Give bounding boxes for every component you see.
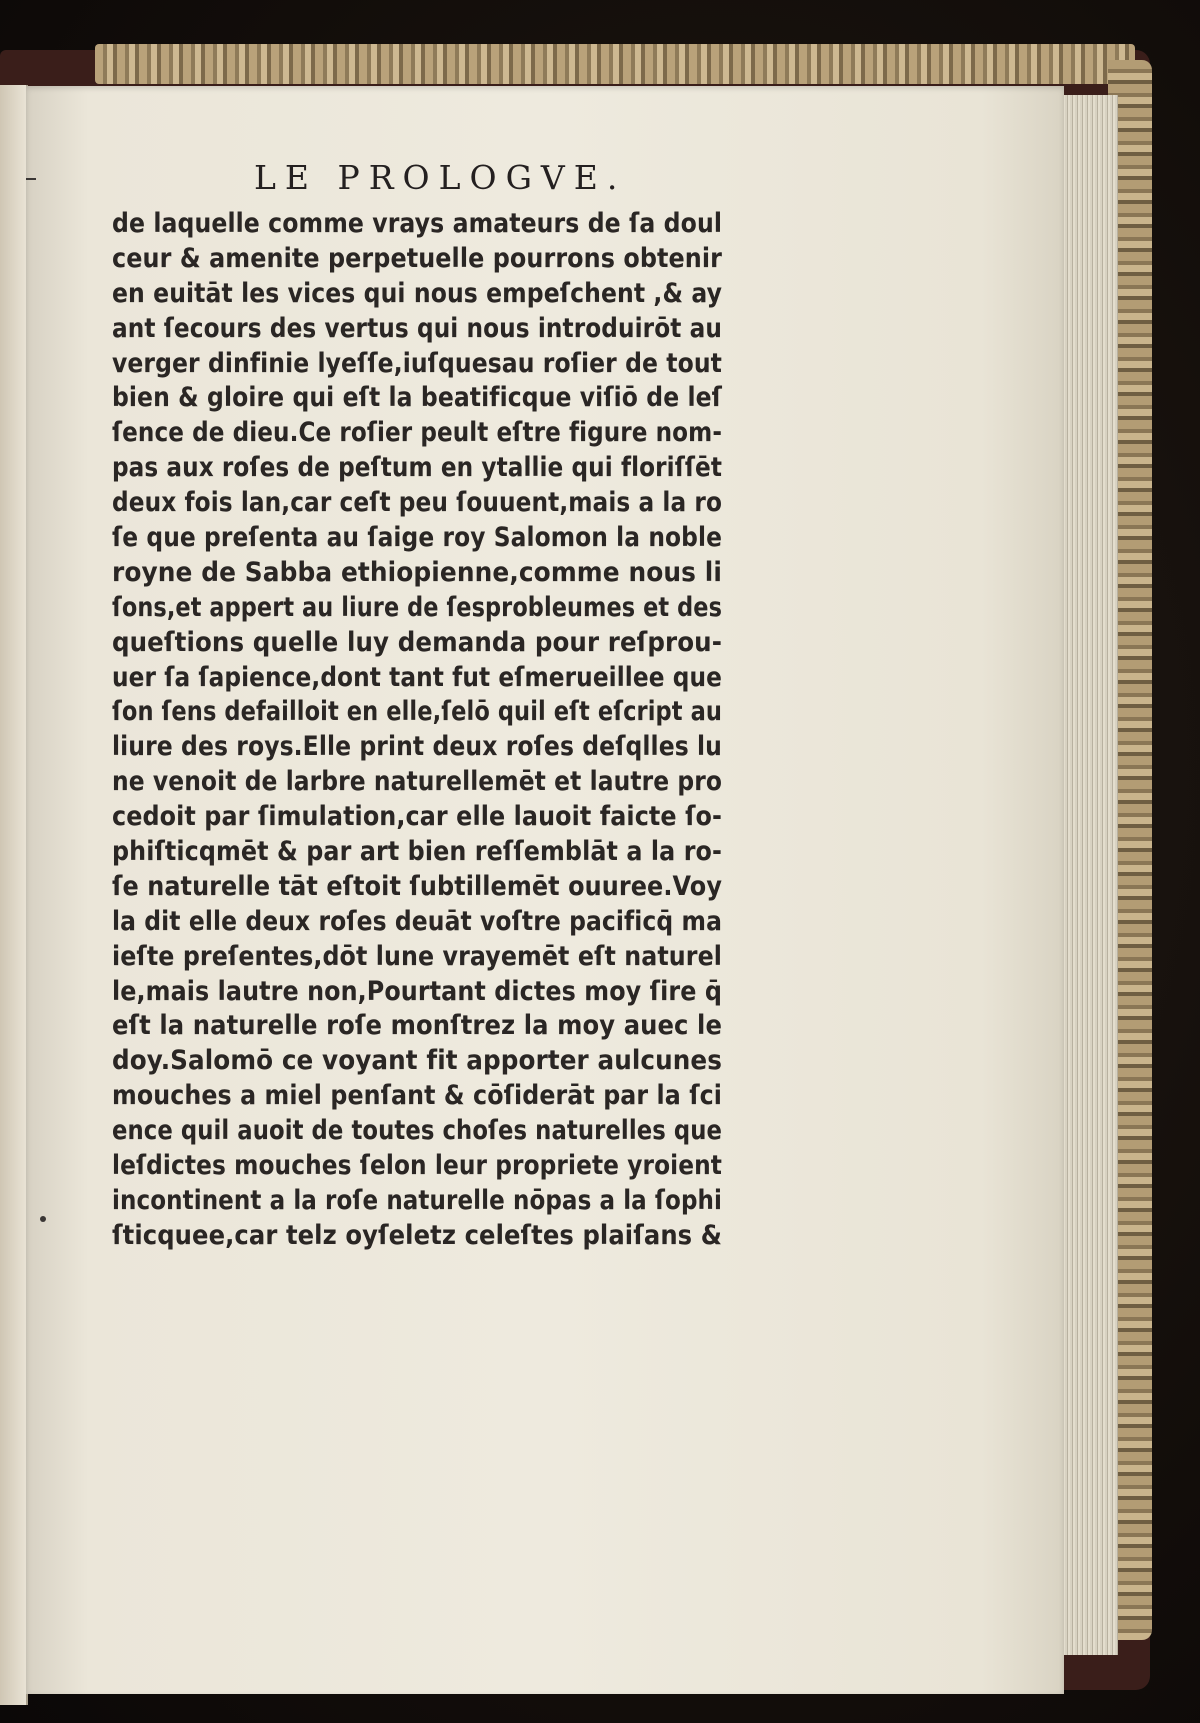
text-line: pas aux roſes de peſtum en ytallie qui floriſſēt: [112, 452, 722, 484]
text-line: ſe naturelle tāt eſtoit ſubtillemēt ouuree.Voy: [112, 870, 722, 902]
text-line: ſons,et appert au liure de ſesprobleumes et des: [112, 591, 722, 623]
text-line: eſt la naturelle roſe monſtrez la moy auec le: [112, 1010, 722, 1042]
text-line: verger dinfinie lyeſſe,iuſquesau roſier de tout: [112, 347, 722, 379]
text-line: deux fois lan,car ceſt peu ſouuent,mais a la ro: [112, 487, 722, 519]
margin-mark: [26, 178, 36, 180]
text-line: queſtions quelle luy demanda pour reſprou-: [112, 626, 722, 658]
text-line: ſence de dieu.Ce roſier peult eſtre figure nom-: [112, 417, 722, 449]
text-line: ant ſecours des vertus qui nous introduirōt au: [112, 312, 722, 344]
text-line: liure des roys.Elle print deux roſes deſqlles lu: [112, 731, 722, 763]
text-line: mouches a miel penſant & cōſiderāt par la ſci: [112, 1080, 722, 1112]
text-line: ſe que preſenta au ſaige roy Salomon la noble: [112, 522, 722, 554]
margin-dot: [40, 1216, 46, 1222]
running-head: LE PROLOGVE.: [254, 158, 627, 197]
text-line: cedoit par ſimulation,car elle lauoit faicte ſo-: [112, 801, 722, 833]
text-line: incontinent a la roſe naturelle nōpas a la ſophi: [112, 1184, 722, 1216]
gilt-page-edge-top: [95, 44, 1135, 84]
text-line: le,mais lautre non,Pourtant dictes moy ſire q̄: [112, 975, 722, 1007]
text-line: bien & gloire qui eſt la beatificque viſiō de leſ: [112, 382, 722, 414]
text-line: ence quil auoit de toutes choſes naturelles que: [112, 1115, 722, 1147]
text-line: en euitāt les vices qui nous empeſchent ,& ay: [112, 277, 722, 309]
text-line: la dit elle deux roſes deuāt voſtre pacificq̄ ma: [112, 905, 722, 937]
text-line: royne de Sabba ethiopienne,comme nous li: [112, 556, 722, 588]
text-line: phiſticqmēt & par art bien reſſemblāt a la ro-: [112, 836, 722, 868]
text-line: ceur & amenite perpetuelle pourrons obtenir: [112, 242, 722, 274]
text-line: leſdictes mouches ſelon leur propriete yroient: [112, 1150, 722, 1182]
text-line: doy.Salomō ce voyant fit apporter aulcunes: [112, 1045, 722, 1077]
facing-page-edge: [0, 85, 28, 1705]
text-line: ieſte preſentes,dōt lune vrayemēt eſt naturel: [112, 940, 722, 972]
text-line: uer ſa ſapience,dont tant fut eſmerueillee que: [112, 661, 722, 693]
text-line: ne venoit de larbre naturellemēt et lautre pro: [112, 766, 722, 798]
text-line: ſon ſens defailloit en elle,ſelō quil eſt eſcript au: [112, 696, 722, 728]
text-line: de laquelle comme vrays amateurs de ſa doul: [112, 208, 722, 239]
text-line: ſticquee,car telz oyſeletz celeſtes plaiſans &: [112, 1219, 722, 1251]
page-block-edge: [1060, 95, 1118, 1655]
text-block: [112, 207, 812, 1254]
